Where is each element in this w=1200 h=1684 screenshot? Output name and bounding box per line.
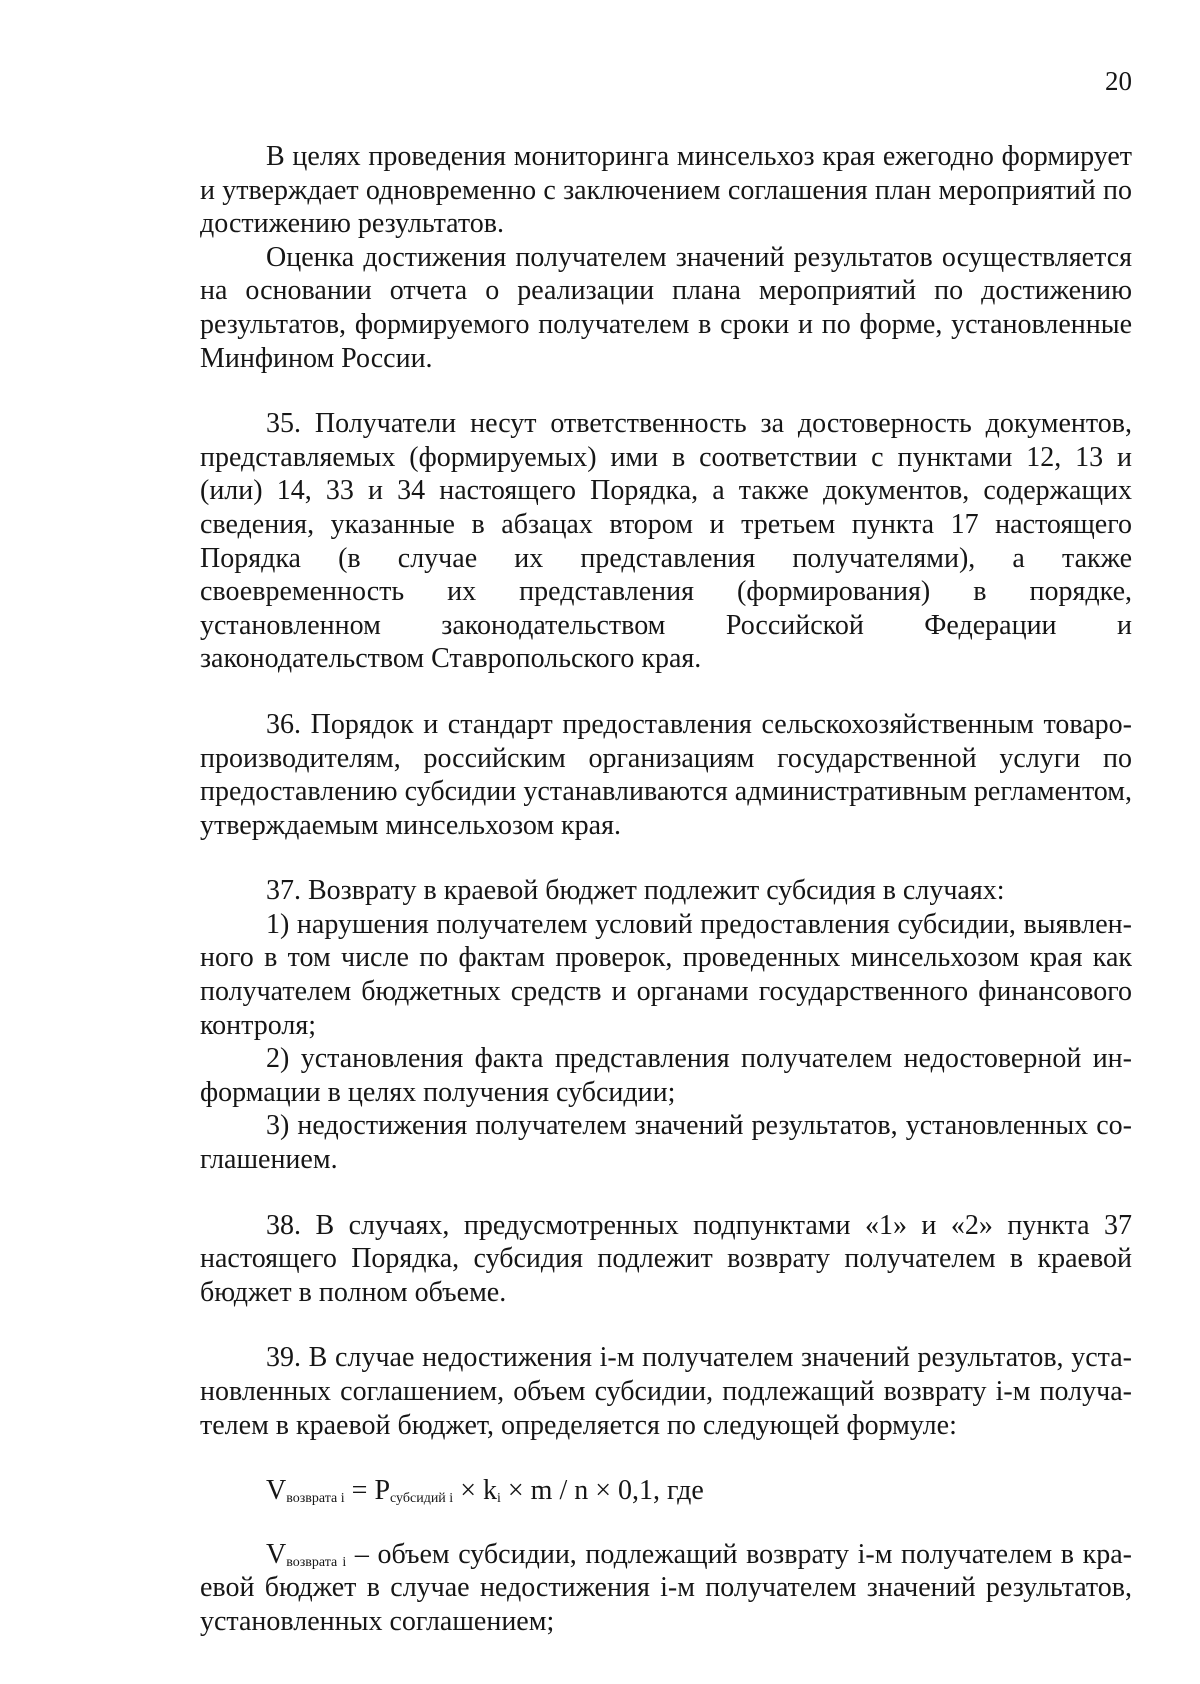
spacer [200, 676, 1132, 708]
paragraph-37: 37. Возврату в краевой бюджет подлежит субсидия в случаях: [266, 875, 1005, 907]
spacer [200, 375, 1132, 407]
document-body [200, 140, 1132, 1639]
definition-v-refund [200, 1538, 1132, 1639]
formula-k-subscript: i [496, 1491, 501, 1507]
page-number: 20 [1105, 66, 1132, 96]
paragraph-35: 35. Получатели несут ответственность за достоверность документов, представляемых (формируемых) ими в соответствии с пунктами 12, 13 и (или) 14, 33 и 34 настоящего Порядка, а также документов, содержащих сведения, указанные в абзацах втором и третьем пункта 17 настоящего Порядка (в случае их представления получателями), а также своевременность их представления (формирования) в порядке, установленном законодательством Российской Федерации и законодательством Ставропольского края. [200, 408, 1132, 675]
paragraph-38: 38. В случаях, предусмотренных подпунктами «1» и «2» пункта 37 настоящего Порядка, субсидия подлежит возврату получателем в краевой бюджет в полном объеме. [200, 1209, 1132, 1308]
definition-text: – объем субсидии, подлежащий возврату i-м получателем в краевой бюджет в случае недостижения i-м получателем значений результатов, установленных соглашением; [200, 1538, 1132, 1637]
spacer [200, 1309, 1132, 1341]
spacer [200, 1508, 1132, 1538]
formula-eq: = [344, 1475, 375, 1507]
paragraph-assessment: Оценка достижения получателем значений результатов осуществляется на основании отчета о реализации плана мероприятий по достижению результатов, формируемого получателем в сроки и по форме, установленные Минфином России. [200, 241, 1132, 374]
spacer [200, 1442, 1132, 1474]
formula-p: P [374, 1475, 391, 1507]
paragraph-monitoring: В целях проведения мониторинга минсельхоз края ежегодно формирует и утверждает одновременно с заключением соглашения план мероприятий по достижению результатов. [200, 141, 1132, 240]
paragraph-37-item-3: 3) недостижения получателем значений результатов, установленных соглашением. [200, 1110, 1132, 1176]
formula-rest: × m / n × 0,1, где [500, 1475, 704, 1507]
formula-mult-k: × k [453, 1475, 497, 1507]
formula-p-subscript: субсидий i [390, 1491, 454, 1507]
definition-v-subscript: возврата i [286, 1554, 347, 1570]
paragraph-36: 36. Порядок и стандарт предоставления сельскохозяйственным товаропроизводителям, российским организациям государственной услуги по предоставлению субсидии устанавливаются административным регламентом, утверждаемым минсельхозом края. [200, 708, 1132, 841]
spacer [200, 842, 1132, 874]
formula-refund [200, 1474, 1132, 1508]
formula-v-subscript: возврата i [286, 1491, 345, 1507]
paragraph-37-item-2: 2) установления факта представления получателем недостоверной информации в целях получения субсидии; [200, 1043, 1132, 1108]
spacer [200, 1177, 1132, 1209]
paragraph-37-item-1: 1) нарушения получателем условий предоставления субсидии, выявленного в том числе по фактам проверок, проведенных минсельхозом края как получателем бюджетных средств и органами государственного финансового контроля; [200, 908, 1132, 1041]
paragraph-39: 39. В случае недостижения i-м получателем значений результатов, установленных соглашением, объем субсидии, подлежащий возврату i-м получателем в краевой бюджет, определяется по следующей формуле: [200, 1342, 1132, 1441]
definition-v: V [266, 1538, 287, 1570]
formula-v: V [266, 1475, 287, 1507]
